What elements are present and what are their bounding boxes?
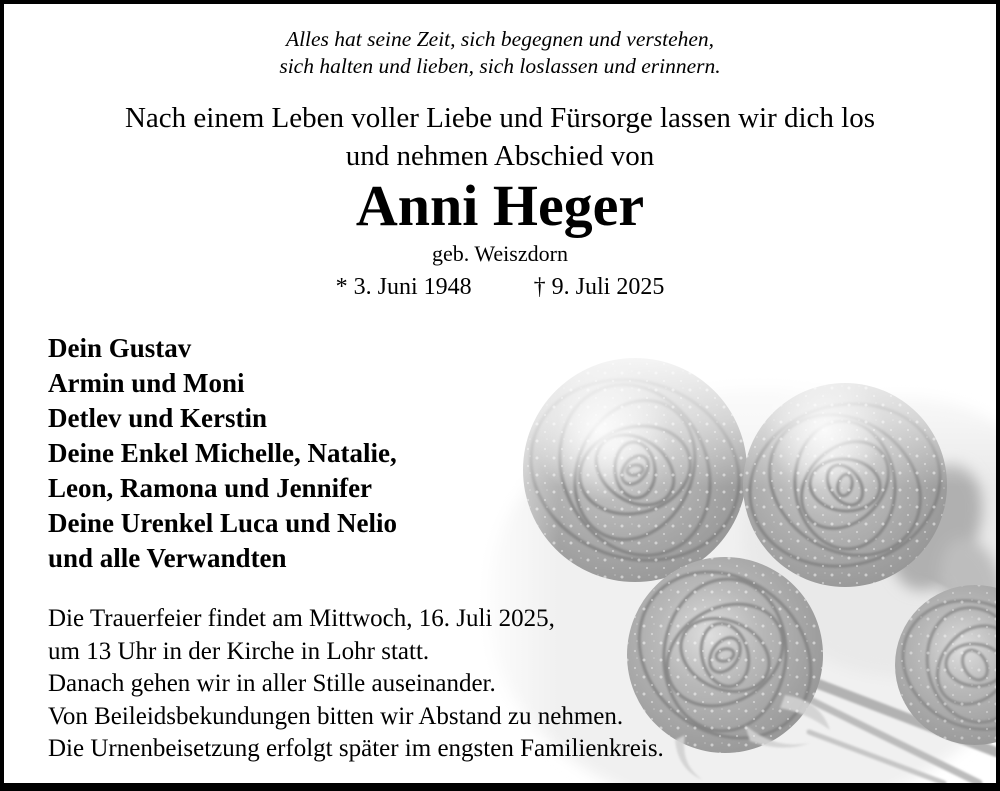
mourner-line: Armin und Moni	[48, 368, 245, 398]
maiden-name: geb. Weiszdorn	[432, 241, 568, 266]
details-line: Die Urnenbeisetzung erfolgt später im engsten Familienkreis.	[48, 735, 664, 763]
mourner-line: und alle Verwandten	[48, 543, 287, 573]
intro-text	[4, 99, 996, 175]
details-line: Von Beileidsbekundungen bitten wir Abstand zu nehmen.	[48, 702, 624, 730]
epigraph-line: sich halten und lieben, sich loslassen und erinnern.	[279, 54, 721, 78]
deceased-name: Anni Heger	[355, 173, 645, 238]
life-dates	[4, 272, 996, 302]
funeral-details	[48, 603, 664, 766]
epigraph-line: Alles hat seine Zeit, sich begegnen und verstehen,	[285, 27, 715, 51]
mourners-list	[48, 331, 397, 576]
mourner-line: Detlev und Kerstin	[48, 403, 267, 433]
mourner-line: Deine Urenkel Luca und Nelio	[48, 508, 398, 538]
intro-line: Nach einem Leben voller Liebe und Fürsorge lassen wir dich los	[124, 102, 876, 134]
mourner-line: Deine Enkel Michelle, Natalie,	[48, 438, 397, 468]
mourner-line: Leon, Ramona und Jennifer	[48, 473, 373, 503]
details-line: Die Trauerfeier findet am Mittwoch, 16. Juli 2025,	[48, 605, 555, 632]
intro-line: und nehmen Abschied von	[345, 140, 655, 172]
details-line: um 13 Uhr in der Kirche in Lohr statt.	[48, 637, 430, 665]
death-date: † 9. Juli 2025	[533, 274, 665, 300]
epigraph	[4, 26, 996, 80]
mourner-line: Dein Gustav	[48, 333, 192, 363]
birth-date: * 3. Juni 1948	[335, 274, 472, 300]
details-line: Danach gehen wir in aller Stille auseinander.	[48, 670, 496, 698]
